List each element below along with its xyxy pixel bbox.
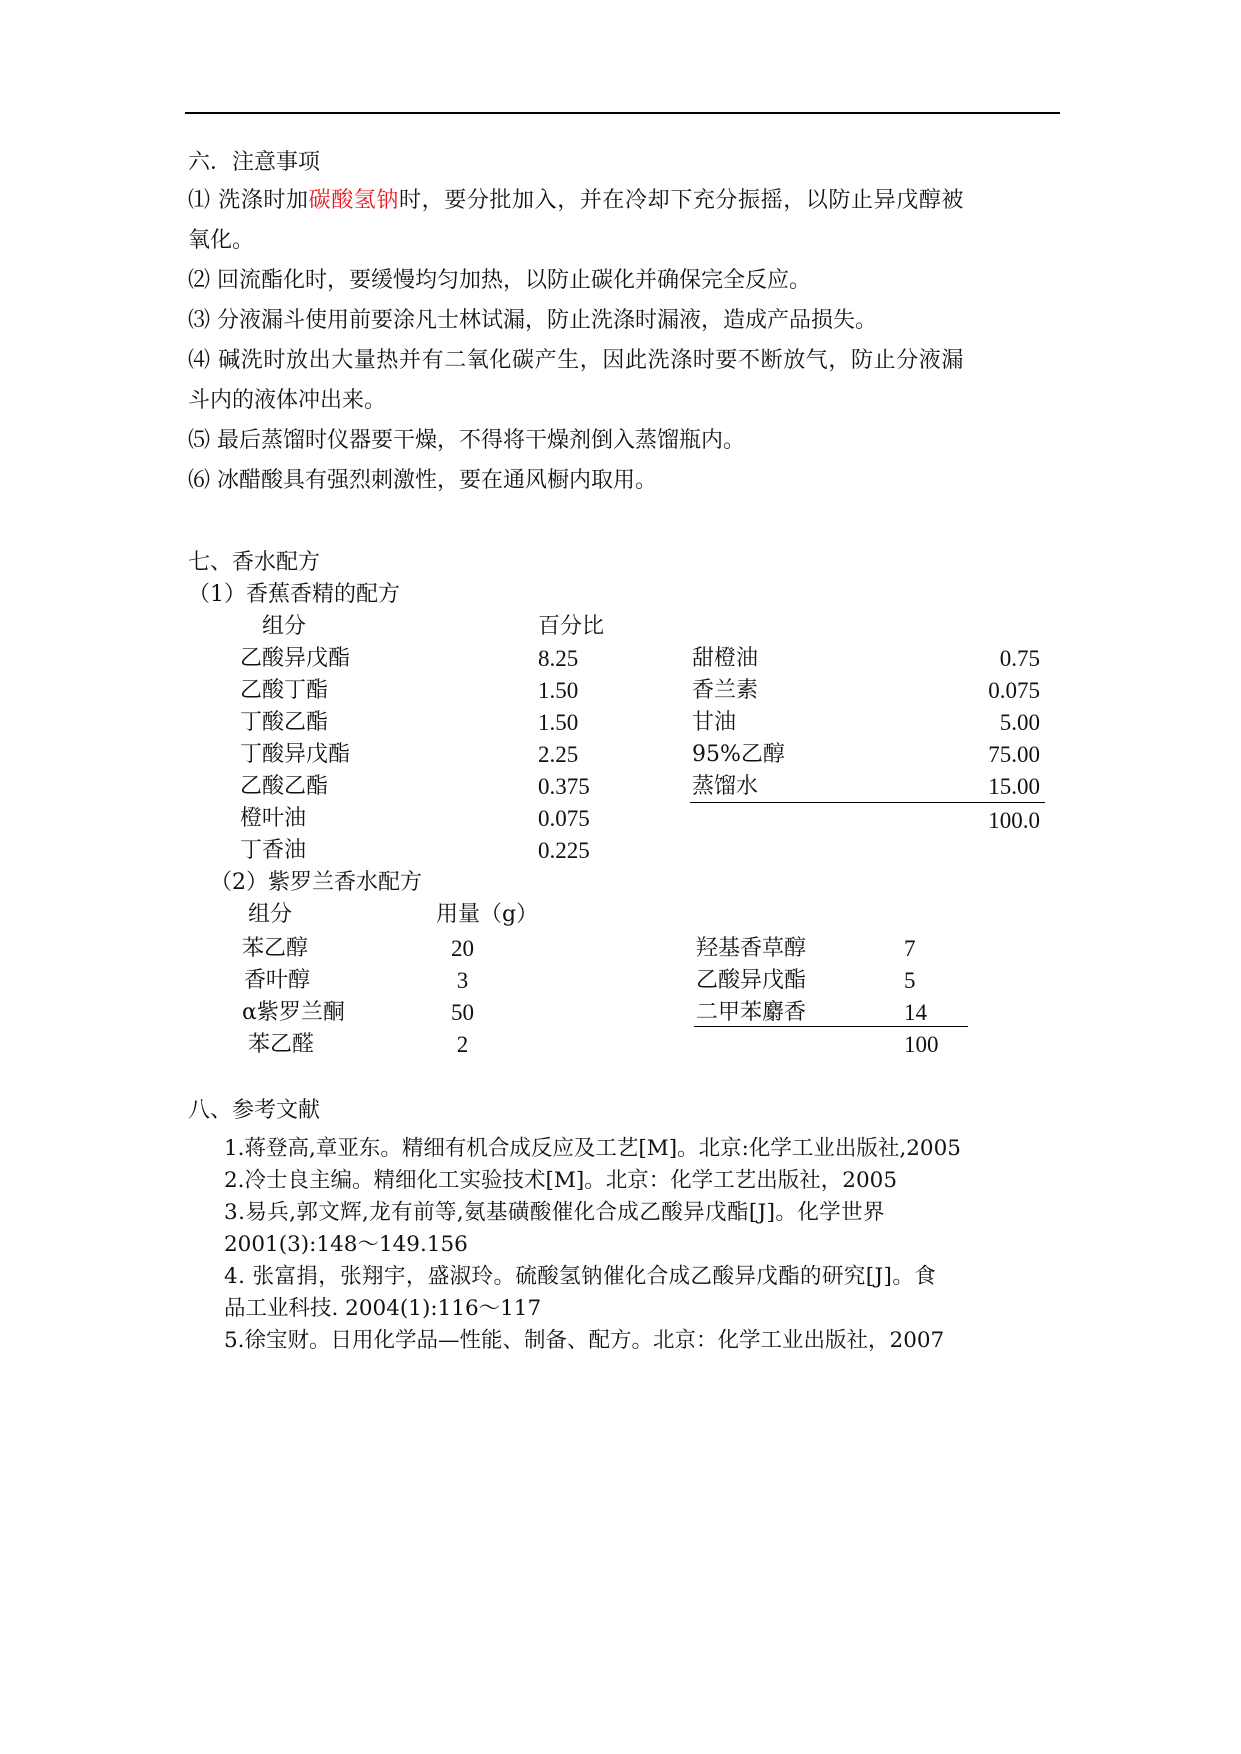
reference-4-continuation: 品工业科技. 2004(1):116～117 (224, 1296, 542, 1321)
note-1-marker: ⑴ (188, 188, 211, 213)
violet-right-value-3: 14 (904, 1000, 927, 1025)
note-4 (188, 346, 964, 376)
banana-right-name-4: 95%乙醇 (692, 742, 785, 767)
banana-left-name-3: 丁酸乙酯 (240, 710, 329, 735)
note-6-marker: ⑹ (188, 468, 211, 493)
violet-left-value-1: 20 (451, 936, 474, 961)
header-rule (185, 112, 1060, 114)
note-5 (188, 426, 745, 456)
violet-right-value-2: 5 (904, 968, 916, 993)
note-3-text: 分液漏斗使用前要涂凡士林试漏，防止洗涤时漏液，造成产品损失。 (217, 308, 878, 333)
note-6-text: 冰醋酸具有强烈刺激性，要在通风橱内取用。 (217, 468, 658, 493)
note-2-marker: ⑵ (188, 268, 211, 293)
violet-right-name-2: 乙酸异戊酯 (696, 968, 807, 993)
violet-col-amount: 用量（g） (436, 902, 539, 927)
violet-total: 100 (904, 1032, 939, 1057)
banana-left-value-6: 0.075 (538, 806, 590, 831)
violet-sum-rule (694, 1026, 968, 1027)
violet-left-name-4: 苯乙醛 (248, 1032, 315, 1057)
banana-sum-rule (690, 802, 1045, 803)
banana-right-name-3: 甘油 (692, 710, 737, 735)
violet-right-value-1: 7 (904, 936, 916, 961)
banana-right-value-4: 75.00 (988, 742, 1040, 767)
note-2-text: 回流酯化时，要缓慢均匀加热，以防止碳化并确保完全反应。 (217, 268, 812, 293)
violet-left-name-1: 苯乙醇 (242, 936, 309, 961)
section8-heading: 八、参考文献 (188, 1098, 321, 1123)
banana-left-value-7: 0.225 (538, 838, 590, 863)
banana-right-value-3: 5.00 (999, 710, 1040, 735)
banana-left-value-5: 0.375 (538, 774, 590, 799)
violet-left-value-4: 2 (456, 1032, 469, 1057)
reference-5: 5.徐宝财。日用化学品—性能、制备、配方。北京：化学工业出版社，2007 (224, 1328, 945, 1353)
note-4-text: 碱洗时放出大量热并有二氧化碳产生，因此洗涤时要不断放气，防止分液漏 (218, 348, 965, 373)
banana-col-component: 组分 (262, 614, 307, 639)
banana-left-name-4: 丁酸异戊酯 (240, 742, 351, 767)
reference-3-continuation: 2001(3):148～149.156 (224, 1232, 468, 1257)
violet-right-name-1: 羟基香草醇 (696, 936, 807, 961)
banana-left-value-2: 1.50 (538, 678, 579, 703)
banana-left-name-5: 乙酸乙酯 (240, 774, 329, 799)
banana-left-name-7: 丁香油 (240, 838, 307, 863)
reference-1: 1.蒋登高,章亚东。精细有机合成反应及工艺[M]。北京:化学工业出版社,2005 (224, 1136, 961, 1161)
note-3-marker: ⑶ (188, 308, 211, 333)
note-1 (188, 186, 1058, 216)
note-4-marker: ⑷ (188, 348, 211, 373)
reference-2: 2.冷士良主编。精细化工实验技术[M]。北京：化学工艺出版社，2005 (224, 1168, 898, 1193)
banana-left-name-6: 橙叶油 (240, 806, 307, 831)
violet-col-component: 组分 (248, 902, 293, 927)
note-5-text: 最后蒸馏时仪器要干燥，不得将干燥剂倒入蒸馏瓶内。 (217, 428, 746, 453)
banana-right-value-5: 15.00 (988, 774, 1040, 799)
note-1-highlight: 碳酸氢钠 (308, 188, 400, 213)
banana-left-name-1: 乙酸异戊酯 (240, 646, 351, 671)
note-4-continuation: 斗内的液体冲出来。 (188, 388, 387, 413)
banana-left-name-2: 乙酸丁酯 (240, 678, 329, 703)
banana-right-name-5: 蒸馏水 (692, 774, 759, 799)
note-6 (188, 466, 657, 496)
reference-3: 3.易兵,郭文辉,龙有前等,氨基磺酸催化合成乙酸异戊酯[J]。化学世界 (224, 1200, 885, 1225)
violet-left-value-3: 50 (451, 1000, 474, 1025)
violet-left-value-2: 3 (456, 968, 469, 993)
note-3 (188, 306, 877, 336)
note-2 (188, 266, 811, 296)
banana-total: 100.0 (988, 808, 1040, 833)
note-5-marker: ⑸ (188, 428, 211, 453)
violet-title: （2）紫罗兰香水配方 (210, 870, 422, 895)
violet-left-name-3: α紫罗兰酮 (242, 1000, 345, 1025)
banana-right-value-1: 0.75 (999, 646, 1040, 671)
section7-heading: 七、香水配方 (188, 550, 321, 575)
banana-title: （1）香蕉香精的配方 (188, 582, 400, 607)
note-1-continuation: 氧化。 (188, 228, 255, 253)
section6-heading: 六．注意事项 (188, 150, 321, 175)
note-1-text-pre: 洗涤时加 (218, 188, 309, 213)
note-1-text-post: 时，要分批加入，并在冷却下充分振摇，以防止异戊醇被 (399, 188, 965, 213)
violet-left-name-2: 香叶醇 (244, 968, 311, 993)
banana-left-value-3: 1.50 (538, 710, 579, 735)
banana-right-value-2: 0.075 (988, 678, 1040, 703)
banana-col-percent: 百分比 (538, 614, 605, 639)
banana-left-value-4: 2.25 (538, 742, 579, 767)
banana-right-name-2: 香兰素 (692, 678, 759, 703)
banana-left-value-1: 8.25 (538, 646, 579, 671)
reference-4: 4. 张富捐，张翔宇，盛淑玲。硫酸氢钠催化合成乙酸异戊酯的研究[J]。食 (224, 1264, 937, 1289)
violet-right-name-3: 二甲苯麝香 (696, 1000, 807, 1025)
banana-right-name-1: 甜橙油 (692, 646, 759, 671)
